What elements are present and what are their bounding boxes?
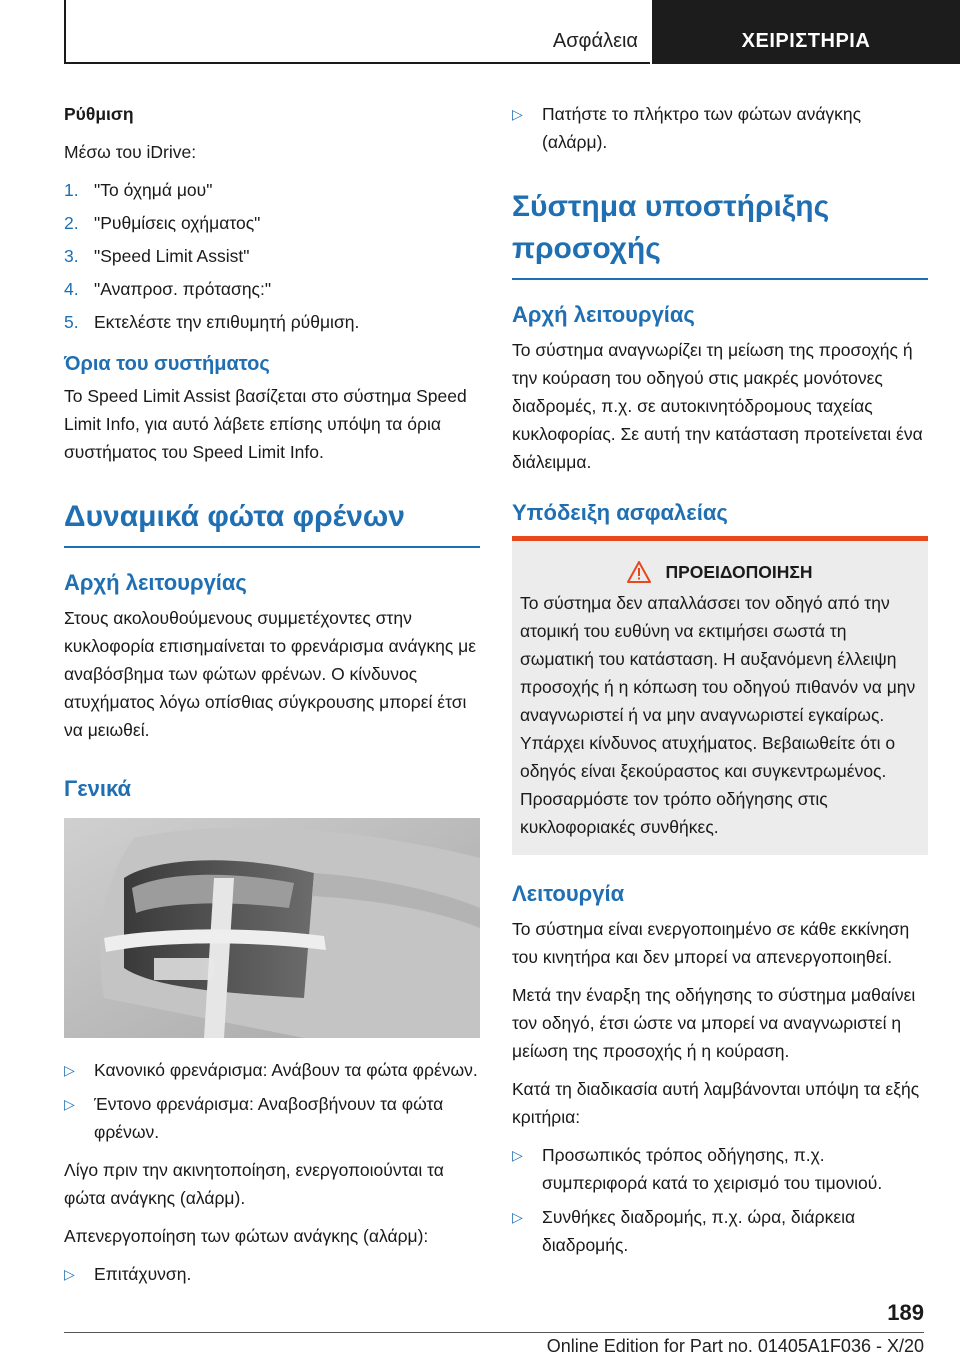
setting-steps	[64, 176, 480, 336]
step-text: "Ρυθμίσεις οχήματος"	[94, 213, 261, 233]
attention-assist-heading: Σύστημα υποστήριξης προσοχής	[512, 186, 928, 280]
function-text-2: Μετά την έναρξη της οδήγησης το σύστημα μαθαίνει τον οδηγό, έτσι ώστε να μπορεί να αναγνωριστεί η μείωση της προσοχής ή η κούραση.	[512, 985, 916, 1061]
tail-light-image	[64, 818, 480, 1038]
press-bullets	[512, 100, 928, 156]
footer-edition: Online Edition for Part no. 01405A1F036 - X/20	[546, 1336, 924, 1356]
step-number: 1.	[64, 180, 79, 200]
bullet-text: Συνθήκες διαδρομής, π.χ. ώρα, διάρκεια διαδρομής.	[542, 1207, 856, 1255]
standstill-text: Λίγο πριν την ακινητοποίηση, ενεργοποιούνται τα φώτα ανάγκης (αλάρμ).	[64, 1160, 444, 1208]
principle-heading: Αρχή λειτουργίας	[64, 570, 247, 595]
list-item	[512, 100, 928, 156]
header-rule-left	[64, 0, 66, 64]
header-chapter-tab: ΧΕΙΡΙΣΤΗΡΙΑ	[652, 0, 960, 64]
step-text: "Speed Limit Assist"	[94, 246, 250, 266]
function-heading: Λειτουργία	[512, 881, 625, 906]
triangle-right-icon: ▷	[64, 1096, 75, 1112]
brake-bullets	[64, 1056, 480, 1146]
principle-heading: Αρχή λειτουργίας	[512, 302, 695, 327]
safety-heading: Υπόδειξη ασφαλείας	[512, 500, 728, 525]
list-item	[64, 1090, 480, 1146]
list-item	[64, 176, 480, 204]
step-number: 5.	[64, 312, 79, 332]
list-item	[64, 1260, 480, 1288]
bullet-text: Πατήστε το πλήκτρο των φώτων ανάγκης (αλάρμ).	[542, 104, 862, 152]
list-item	[64, 242, 480, 270]
right-column	[512, 100, 928, 1269]
step-text: "Το όχημά μου"	[94, 180, 213, 200]
deactivate-bullets	[64, 1260, 480, 1288]
bullet-text: Κανονικό φρενάρισμα: Ανάβουν τα φώτα φρένων.	[94, 1060, 478, 1080]
list-item	[64, 1056, 480, 1084]
step-number: 2.	[64, 213, 79, 233]
setting-intro: Μέσω του iDrive:	[64, 142, 197, 162]
warning-header	[520, 561, 920, 583]
limits-heading: Όρια του συστήματος	[64, 353, 270, 375]
triangle-right-icon: ▷	[64, 1266, 75, 1282]
deactivate-text: Απενεργοποίηση των φώτων ανάγκης (αλάρμ):	[64, 1226, 429, 1246]
tail-light-illustration	[64, 818, 480, 1038]
function-text-1: Το σύστημα είναι ενεργοποιημένο σε κάθε εκκίνηση του κινητήρα και δεν μπορεί να απενεργοποιηθεί.	[512, 919, 910, 967]
general-heading: Γενικά	[64, 776, 132, 801]
setting-title: Ρύθμιση	[64, 104, 134, 124]
step-number: 4.	[64, 279, 79, 299]
principle-text: Στους ακολουθούμενους συμμετέχοντες στην κυκλοφορία επισημαίνεται το φρενάρισμα ανάγκης με αναβόσβημα των φώτων φρένων. Ο κίνδυνος ατυχήματος λόγω οπίσθιας σύγκρουσης μπορεί έτσι να μειωθεί.	[64, 608, 476, 740]
bullet-text: Προσωπικός τρόπος οδήγησης, π.χ. συμπεριφορά κατά το χειρισμό του τιμονιού.	[542, 1145, 883, 1193]
principle-text: Το σύστημα αναγνωρίζει τη μείωση της προσοχής ή την κούραση του οδηγού στις μακρές μονότονες διαδρομές, π.χ. σε αυτοκινητόδρομους ταχείας κυκλοφορίας. Σε αυτή την κατάσταση προτείνεται ένα διάλειμμα.	[512, 340, 923, 472]
page-number: 189	[887, 1300, 924, 1325]
header-section-title: Ασφάλεια	[552, 30, 638, 52]
step-text: "Αναπροσ. πρότασης:"	[94, 279, 272, 299]
criteria-bullets	[512, 1141, 928, 1259]
function-text-3: Κατά τη διαδικασία αυτή λαμβάνονται υπόψη τα εξής κριτήρια:	[512, 1079, 920, 1127]
list-item	[512, 1141, 928, 1197]
header-rule-bottom	[64, 62, 650, 64]
dynamic-brake-lights-heading: Δυναμικά φώτα φρένων	[64, 496, 480, 548]
triangle-right-icon: ▷	[512, 106, 523, 122]
step-number: 3.	[64, 246, 79, 266]
warning-text: Το σύστημα δεν απαλλάσσει τον οδηγό από την ατομική του ευθύνη να εκτιμήσει σωστά τη σωματική του κατάσταση. Η αυξανόμενη έλλειψη προσοχής ή η κόπωση του οδηγού πιθανόν να μην αναγνωριστεί ή να μην αναγνωριστεί εγκαίρως. Υπάρχει κίνδυνος ατυχήματος. Βεβαιωθείτε ότι ο οδηγός είναι ξεκούραστος και συγκεντρωμένος. Προσαρμόστε τον τρόπο οδήγησης στις κυκλοφοριακές συνθήκες.	[520, 593, 916, 837]
list-item	[64, 209, 480, 237]
list-item	[64, 308, 480, 336]
triangle-right-icon: ▷	[64, 1062, 75, 1078]
footer-rule	[64, 1332, 924, 1333]
left-column	[64, 100, 480, 1298]
list-item	[512, 1203, 928, 1259]
warning-triangle-icon	[627, 561, 651, 583]
step-text: Εκτελέστε την επιθυμητή ρύθμιση.	[94, 312, 360, 332]
triangle-right-icon: ▷	[512, 1209, 523, 1225]
limits-text: Το Speed Limit Assist βασίζεται στο σύστημα Speed Limit Info, για αυτό λάβετε επίσης υπόψη τα όρια συστήματος του Speed Limit Info.	[64, 386, 467, 462]
bullet-text: Έντονο φρενάρισμα: Αναβοσβήνουν τα φώτα φρένων.	[94, 1094, 444, 1142]
triangle-right-icon: ▷	[512, 1147, 523, 1163]
bullet-text: Επιτάχυνση.	[94, 1264, 192, 1284]
list-item	[64, 275, 480, 303]
warning-box	[512, 536, 928, 855]
warning-title: ΠΡΟΕΙΔΟΠΟΙΗΣΗ	[665, 561, 813, 582]
